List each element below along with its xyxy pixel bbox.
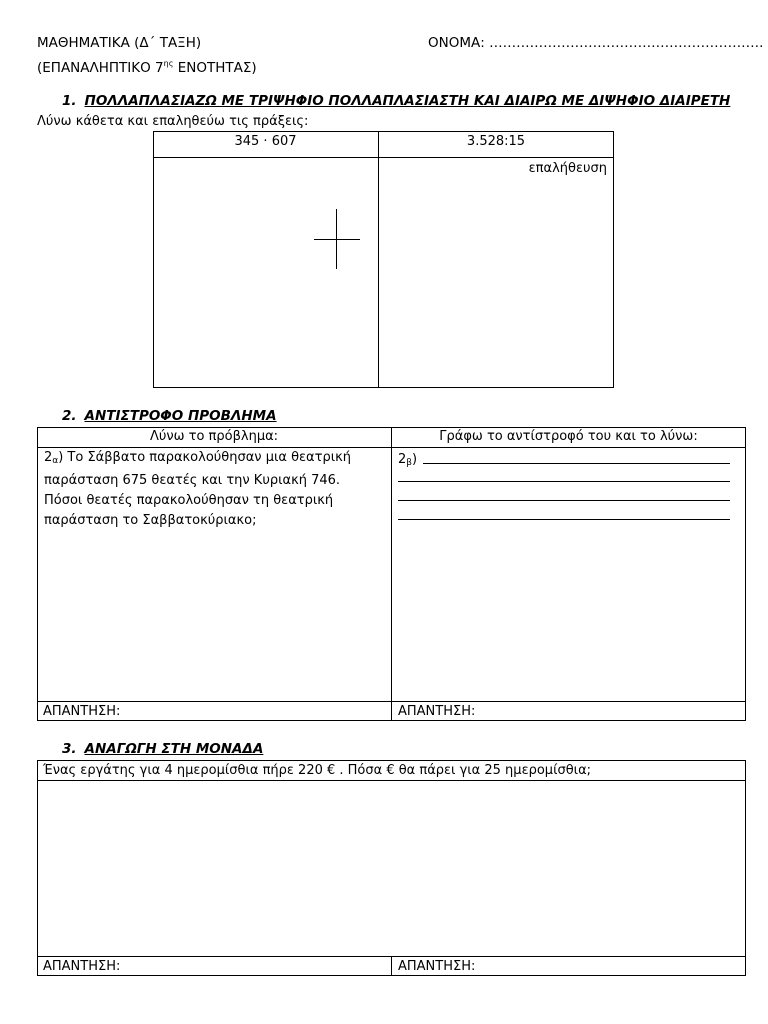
answer-label-right: ΑΠΑΝΤΗΣΗ: [398,704,476,719]
revision-title [37,55,257,77]
unit-answer-column-divider [391,956,392,976]
inverse-2b-number: 2 [398,452,407,467]
multiplication-work-area[interactable] [154,158,378,387]
inverse-write-line-3[interactable] [398,488,730,501]
unit-work-area[interactable] [38,781,745,956]
subject-title: ΜΑΘΗΜΑΤΙΚΑ (Δ΄ ΤΑΞΗ) [37,35,202,51]
unit-answer-label-left: ΑΠΑΝΤΗΣΗ: [43,959,121,974]
problem-2a-body: ) Το Σάββατο παρακολούθησαν μια θεατρική παράσταση 675 θεατές και την Κυριακή 746. Πόσοι θεατές παρακολούθησαν τη θεατρική παράσταση το Σαββατοκύριακο; [44,450,352,528]
revision-suffix: ΕΝΟΤΗΤΑΣ) [173,60,257,76]
section1-instruction: Λύνω κάθετα και επαληθεύω τις πράξεις: [37,114,309,129]
revision-prefix: (ΕΠΑΝΑΛΗΠΤΙΚΟ 7 [37,60,164,76]
revision-superscript: ης [163,59,174,68]
problem-2a-number: 2 [44,450,53,465]
inverse-write-line-4[interactable] [398,507,730,520]
section3-number: 3. [62,741,77,757]
section3-title: ΑΝΑΓΩΓΗ ΣΤΗ ΜΟΝΑΔΑ [84,741,264,757]
section1-number: 1. [62,93,77,109]
inverse-write-line-2[interactable] [398,469,730,482]
inverse-2b-paren: ) [412,452,418,467]
division-work-area[interactable] [379,178,613,387]
inverse-write-line-1[interactable] [423,451,730,464]
inverse-answer-divider [37,701,746,702]
student-name-field[interactable]: ΟΝΟΜΑ: ……………………………………………………. [428,35,764,51]
section2-heading [62,408,277,425]
section2-number: 2. [62,408,77,424]
division-header: 3.528:15 [466,134,526,149]
section2-title: ΑΝΤΙΣΤΡΟΦΟ ΠΡΟΒΛΗΜΑ [84,408,277,424]
unit-problem-text: Ένας εργάτης για 4 ημερομίσθια πήρε 220 € . Πόσα € θα πάρει για 25 ημερομίσθια; [43,763,592,778]
verification-label: επαλήθευση [528,161,607,176]
answer-label-left: ΑΠΑΝΤΗΣΗ: [43,704,121,719]
write-inverse-header: Γράφω το αντίστροφό του και το λύνω: [439,429,698,444]
section1-heading [62,93,730,110]
section1-title: ΠΟΛΛΑΠΛΑΣΙΑΖΩ ΜΕ ΤΡΙΨΗΦΙΟ ΠΟΛΛΑΠΛΑΣΙΑΣΤΗ ΚΑΙ ΔΙΑΙΡΩ ΜΕ ΔΙΨΗΦΙΟ ΔΙΑΙΡΕΤΗ [84,93,731,109]
unit-answer-label-right: ΑΠΑΝΤΗΣΗ: [398,959,476,974]
section3-heading [62,741,263,758]
inverse-column-divider [391,427,392,721]
multiplication-header: 345 · 607 [234,134,297,149]
problem-2a-subscript: α [52,456,59,466]
inverse-2b-subscript: β [406,458,413,468]
solve-problem-header: Λύνω το πρόβλημα: [149,429,279,444]
problem-2a-text [44,448,374,531]
